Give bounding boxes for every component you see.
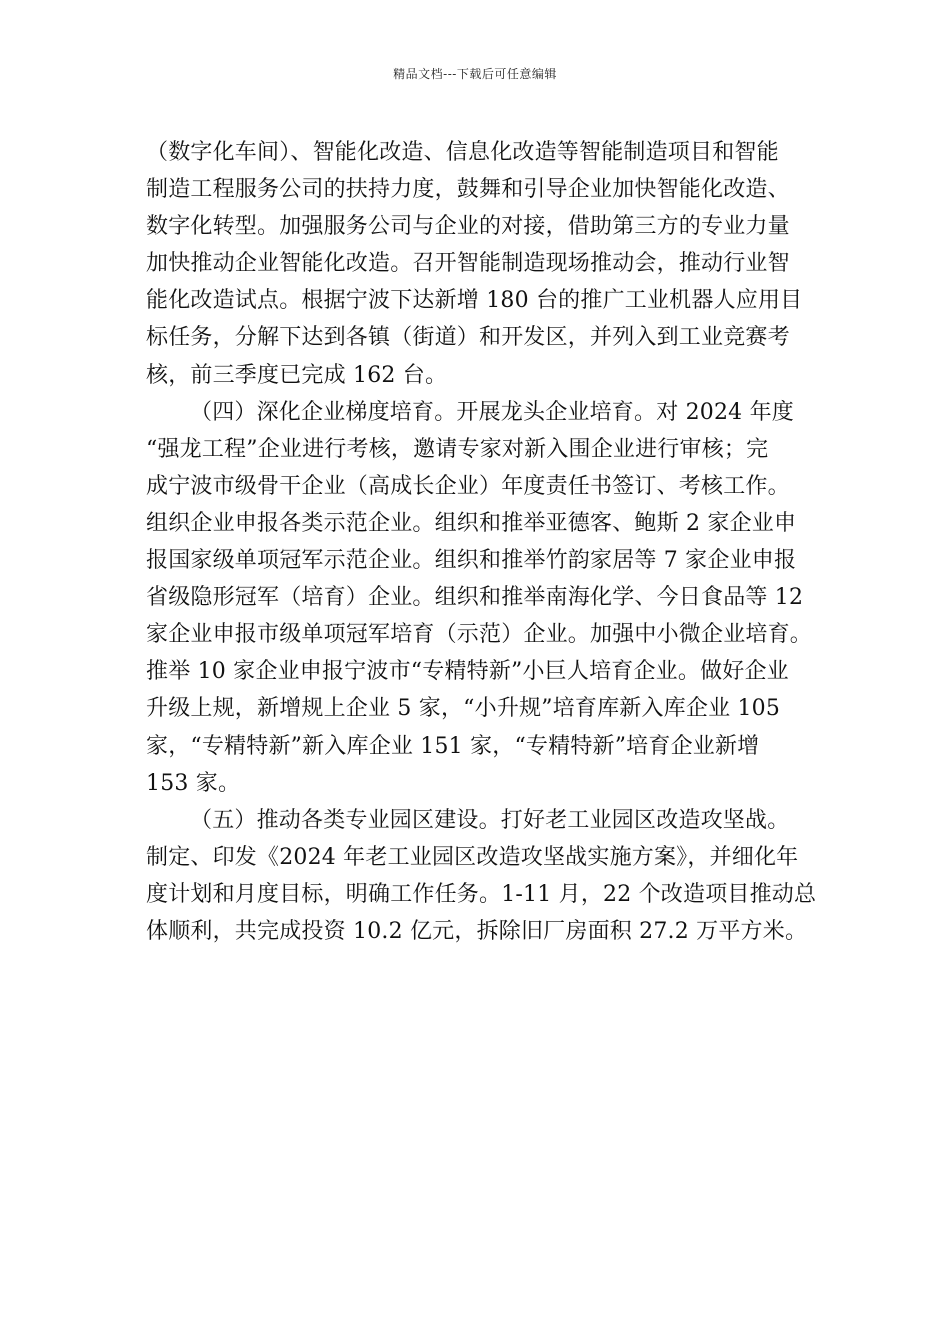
text-line: 度计划和月度目标，明确工作任务。1-11 月，22 个改造项目推动总 [146,881,817,907]
text-line: 制定、印发《2024 年老工业园区改造攻坚战实施方案》，并细化年 [146,844,799,870]
text-line: 家，“专精特新”新入库企业 151 家，“专精特新”培育企业新增 [146,733,760,759]
text-line: 体顺利，共完成投资 10.2 亿元，拆除旧厂房面积 27.2 万平方米。 [146,918,808,944]
page-header: 精品文档---下载后可任意编辑 [393,67,557,81]
text-line: 成宁波市级骨干企业（高成长企业）年度责任书签订、考核工作。 [146,473,790,499]
body-text [146,134,826,950]
text-line: 标任务，分解下达到各镇（街道）和开发区，并列入到工业竞赛考 [146,325,790,351]
text-line: 省级隐形冠军（培育）企业。组织和推举南海化学、今日食品等 12 [146,585,804,611]
text-line: 家企业申报市级单项冠军培育（示范）企业。加强中小微企业培育。 [146,622,813,648]
text-line: 升级上规，新增规上企业 5 家，“小升规”培育库新入库企业 105 [146,696,781,722]
text-line: 推举 10 家企业申报宁波市“专精特新”小巨人培育企业。做好企业 [146,659,789,685]
text-line: 数字化转型。加强服务公司与企业的对接，借助第三方的专业力量 [146,214,790,240]
text-line: 制造工程服务公司的扶持力度，鼓舞和引导企业加快智能化改造、 [146,177,790,203]
text-line: 报国家级单项冠军示范企业。组织和推举竹韵家居等 7 家企业申报 [146,548,797,574]
text-line: “强龙工程”企业进行考核，邀请专家对新入围企业进行审核；完 [146,436,769,462]
text-line: 核，前三季度已完成 162 台。 [146,362,448,388]
text-line: 153 家。 [146,770,241,796]
paragraph-start-line: （五）推动各类专业园区建设。打好老工业园区改造攻坚战。 [190,807,790,833]
text-line: 能化改造试点。根据宁波下达新增 180 台的推广工业机器人应用目 [146,288,803,314]
text-line: 组织企业申报各类示范企业。组织和推举亚德客、鲍斯 2 家企业申 [146,510,797,536]
text-line: （数字化车间）、智能化改造、信息化改造等智能制造项目和智能 [146,140,779,165]
paragraph-start-line: （四）深化企业梯度培育。开展龙头企业培育。对 2024 年度 [190,399,794,425]
text-line: 加快推动企业智能化改造。召开智能制造现场推动会，推动行业智 [146,251,790,277]
